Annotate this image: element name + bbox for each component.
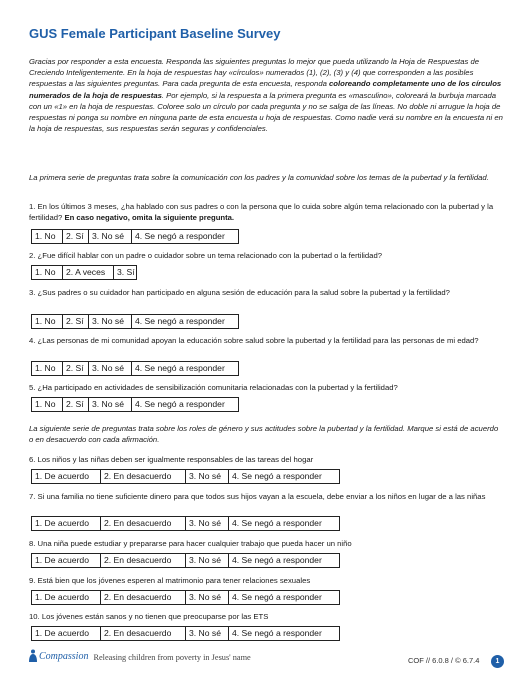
option-en-desacuerdo[interactable]: 2. En desacuerdo	[101, 517, 186, 530]
option-de-acuerdo[interactable]: 1. De acuerdo	[32, 517, 101, 530]
question-text: 3. ¿Sus padres o su cuidador han participado en alguna sesión de educación para la salud sobre la pubertad y la fertilidad?	[29, 288, 450, 297]
option-si[interactable]: 2. Sí	[63, 315, 89, 328]
question-4	[29, 335, 503, 346]
question-text: 7. Si una familia no tiene suficiente dinero para que todos sus hijos vayan a la escuela, debe enviar a los niños en lugar de a las niñas	[29, 492, 486, 501]
intro-text-1: Gracias por responder a esta encuesta. Responda las siguientes preguntas lo mejor que pueda utilizando la Hoja de Respuestas de Creciendo Inteligentemente. En la hoja de respuestas hay «círculos» numerados (1), (2), (3) y (4) que corresponden a las posibles respuestas a las siguientes preguntas. Para cada pregunta de esta encuesta, responda	[29, 57, 480, 89]
option-de-acuerdo[interactable]: 1. De acuerdo	[32, 627, 101, 640]
question-instruction: En caso negativo, omita la siguiente pregunta.	[64, 213, 235, 222]
answer-options-4	[31, 361, 239, 376]
answer-options-6	[31, 469, 340, 484]
option-se-nego[interactable]: 4. Se negó a responder	[232, 471, 322, 481]
question-7	[29, 491, 503, 502]
answer-options-9	[31, 590, 340, 605]
option-en-desacuerdo[interactable]: 2. En desacuerdo	[101, 554, 186, 567]
question-10	[29, 611, 503, 622]
option-no[interactable]: 1. No	[32, 315, 63, 328]
option-de-acuerdo[interactable]: 1. De acuerdo	[32, 591, 101, 604]
option-se-nego[interactable]: 4. Se negó a responder	[232, 628, 322, 638]
answer-options-8	[31, 553, 340, 568]
question-2	[29, 250, 503, 261]
option-no[interactable]: 1. No	[32, 266, 63, 279]
option-no-se[interactable]: 3. No sé	[186, 470, 229, 483]
question-text: 10. Los jóvenes están sanos y no tienen que preocuparse por las ETS	[29, 612, 269, 621]
option-se-nego[interactable]: 4. Se negó a responder	[135, 363, 225, 373]
question-text: 1. En los últimos 3 meses, ¿ha hablado con sus padres o con la persona que lo cuida sobre algún tema relacionado con la pubertad y la fertilidad?	[29, 202, 494, 222]
page-title: GUS Female Participant Baseline Survey	[29, 26, 281, 41]
section-intro-2: La siguiente serie de preguntas trata sobre los roles de género y sus actitudes sobre la pubertad y la fertilidad. Marque si está de acuerdo o en desacuerdo con cada afirmación.	[29, 424, 499, 445]
intro-bold-text: coloreando completamente uno de los círculos numerados de la hoja de respuestas	[29, 79, 502, 100]
option-no-se[interactable]: 3. No sé	[89, 230, 132, 243]
question-5	[29, 382, 503, 393]
option-si[interactable]: 2. Sí	[63, 398, 89, 411]
question-text: 6. Los niños y las niñas deben ser igualmente responsables de las tareas del hogar	[29, 455, 314, 464]
option-se-nego[interactable]: 4. Se negó a responder	[232, 518, 322, 528]
option-se-nego[interactable]: 4. Se negó a responder	[232, 592, 322, 602]
option-a-veces[interactable]: 2. A veces	[63, 266, 114, 279]
option-no-se[interactable]: 3. No sé	[186, 591, 229, 604]
option-no-se[interactable]: 3. No sé	[186, 517, 229, 530]
option-en-desacuerdo[interactable]: 2. En desacuerdo	[101, 591, 186, 604]
option-no-se[interactable]: 3. No sé	[186, 627, 229, 640]
option-si[interactable]: 2. Sí	[63, 230, 89, 243]
compassion-logo-icon	[28, 649, 38, 662]
option-no[interactable]: 1. No	[32, 362, 63, 375]
option-si[interactable]: 3. Sí	[117, 267, 135, 277]
footer-brand	[28, 649, 251, 662]
option-no-se[interactable]: 3. No sé	[89, 362, 132, 375]
footer-code: COF // 6.0.8 / © 6.7.4	[408, 656, 480, 665]
answer-options-3	[31, 314, 239, 329]
answer-options-1	[31, 229, 239, 244]
answer-options-7	[31, 516, 340, 531]
option-no-se[interactable]: 3. No sé	[186, 554, 229, 567]
option-de-acuerdo[interactable]: 1. De acuerdo	[32, 554, 101, 567]
option-se-nego[interactable]: 4. Se negó a responder	[232, 555, 322, 565]
answer-options-5	[31, 397, 239, 412]
option-de-acuerdo[interactable]: 1. De acuerdo	[32, 470, 101, 483]
question-text: 2. ¿Fue difícil hablar con un padre o cuidador sobre un tema relacionado con la pubertad o la fertilidad?	[29, 251, 382, 260]
compassion-logo-text: Compassion	[39, 651, 89, 662]
option-no-se[interactable]: 3. No sé	[89, 315, 132, 328]
question-9	[29, 575, 503, 586]
option-no-se[interactable]: 3. No sé	[89, 398, 132, 411]
intro-paragraph	[29, 56, 503, 134]
option-en-desacuerdo[interactable]: 2. En desacuerdo	[101, 627, 186, 640]
question-text: 4. ¿Las personas de mi comunidad apoyan la educación sobre salud sobre la pubertad y la fertilidad para las personas de mi edad?	[29, 336, 479, 345]
answer-options-2	[31, 265, 137, 280]
question-8	[29, 538, 503, 549]
question-3	[29, 287, 503, 298]
question-6	[29, 454, 503, 465]
option-si[interactable]: 2. Sí	[63, 362, 89, 375]
question-1	[29, 201, 503, 223]
option-se-nego[interactable]: 4. Se negó a responder	[135, 399, 225, 409]
intro-text-2: . Por ejemplo, si la respuesta a la primera pregunta es «masculino», coloreará la burbuja marcada con un «1» en la hoja de respuestas. Coloree solo un círculo por cada pregunta y no se salga de las líneas. No doble ni arrugue la hoja de respuestas ni ponga su nombre en ninguna parte de esta encuesta u hoja de respuestas. Como nadie verá su nombre en la encuesta ni en la hoja de respuestas, sus respuestas serán seguras y confidenciales.	[29, 90, 503, 134]
section-intro-1: La primera serie de preguntas trata sobre la comunicación con los padres y la comunidad sobre los temas de la pubertad y la fertilidad.	[29, 173, 489, 182]
question-text: 5. ¿Ha participado en actividades de sensibilización comunitaria relacionadas con la pubertad y la fertilidad?	[29, 383, 398, 392]
option-en-desacuerdo[interactable]: 2. En desacuerdo	[101, 470, 186, 483]
option-no[interactable]: 1. No	[32, 398, 63, 411]
question-text: 9. Está bien que los jóvenes esperen al matrimonio para tener relaciones sexuales	[29, 576, 311, 585]
question-text: 8. Una niña puede estudiar y prepararse para hacer cualquier trabajo que pueda hacer un niño	[29, 539, 352, 548]
option-se-nego[interactable]: 4. Se negó a responder	[135, 231, 225, 241]
option-se-nego[interactable]: 4. Se negó a responder	[135, 316, 225, 326]
footer-tagline: Releasing children from poverty in Jesus' name	[93, 653, 251, 662]
option-no[interactable]: 1. No	[32, 230, 63, 243]
page-number-badge: 1	[491, 655, 504, 668]
answer-options-10	[31, 626, 340, 641]
